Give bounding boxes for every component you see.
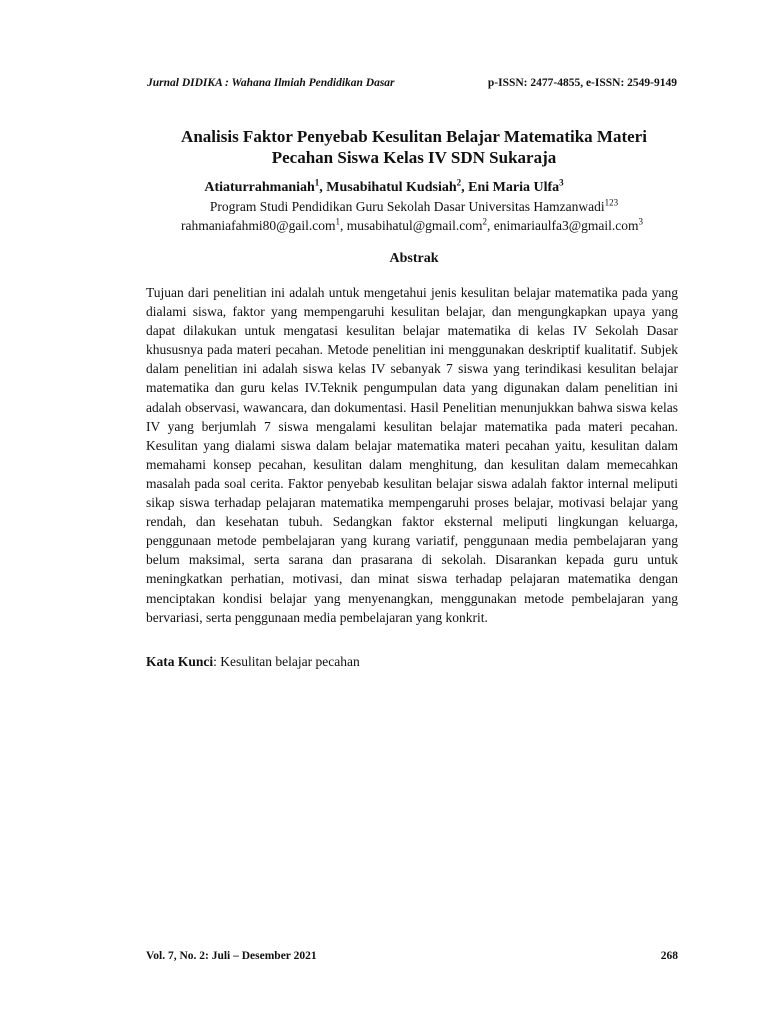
email-sep: , — [339, 218, 347, 233]
author-name: Eni Maria Ulfa — [468, 180, 560, 195]
page-number: 268 — [660, 950, 678, 962]
affiliation-text: Program Studi Pendidikan Guru Sekolah Dasar Universitas Hamzanwadi — [209, 199, 605, 214]
author-sup: 2 — [456, 177, 462, 188]
abstract-body: Tujuan dari penelitian ini adalah untuk mengetahui jenis kesulitan belajar matematika pada yang dialami siswa, faktor yang mempengaruhi kesulitan belajar, dan mengungkapkan upaya yang dapat dilakukan untuk mengatasi kesulitan belajar matematika di kelas IV Sekolah Dasar khususnya pada materi pecahan. Metode penelitian ini menggunakan deskriptif kualitatif. Subjek dalam penelitian ini adalah siswa kelas IV sebanyak 7 siswa yang terindikasi kesulitan belajar matematika dan guru kelas IV.Teknik pengumpulan data yang digunakan dalam penelitian ini adalah observasi, wawancara, dan dokumentasi. Hasil Penelitian menunjukkan bahwa siswa kelas IV yang berjumlah 7 siswa mengalami kesulitan belajar matematika pada materi pecahan. Kesulitan yang dialami siswa dalam belajar matematika materi pecahan yaitu, kesulitan dalam memahami konsep pecahan, kesulitan dalam menghitung, dan kesulitan dalam memecahkan masalah pada soal cerita. Faktor penyebab kesulitan belajar siswa adalah faktor internal meliputi sikap siswa terhadap pelajaran matematika mempengaruhi proses belajar, motivasi belajar yang rendah, dan kesehatan tubuh. Sedangkan faktor eksternal meliputi lingkungan keluarga, penggunaan metode pembelajaran yang kurang variatif, penggunaan media pembelajaran yang belum maksimal, serta sarana dan prasarana di sekolah. Disarankan kepada guru untuk meningkatkan perhatian, motivasi, dan minat siswa terhadap pelajaran matematika dengan menciptakan kondisi belajar yang menyenangkan, menggunakan metode pembelajaran yang bervariasi, serta penggunaan media pembelajaran yang konkrit. — [146, 285, 678, 625]
running-head — [147, 77, 677, 89]
author-list — [0, 177, 768, 196]
affiliation — [0, 199, 768, 215]
page-footer — [146, 950, 678, 962]
email-list — [146, 218, 678, 234]
paper-title — [110, 126, 718, 168]
author-sep: , — [461, 180, 469, 195]
email-address: rahmaniafahmi80@gail.com — [180, 218, 336, 233]
keywords-label: Kata Kunci — [146, 654, 214, 669]
author-name: Atiaturrahmaniah — [204, 180, 315, 195]
author-sup: 1 — [314, 177, 320, 188]
journal-name: Jurnal DIDIKA : Wahana Ilmiah Pendidikan Dasar — [147, 77, 395, 89]
email-sep: , — [487, 218, 494, 233]
keywords — [146, 654, 360, 670]
title-line-2: Pecahan Siswa Kelas IV SDN Sukaraja — [271, 148, 557, 167]
author-sup: 3 — [559, 177, 564, 188]
author-name: Musabihatul Kudsiah — [326, 180, 457, 195]
email-address: musabihatul@gmail.com — [346, 218, 483, 233]
email-sup: 1 — [335, 216, 340, 227]
abstract-heading: Abstrak — [389, 251, 439, 266]
volume-info: Vol. 7, No. 2: Juli – Desember 2021 — [146, 950, 317, 962]
issn: p-ISSN: 2477-4855, e-ISSN: 2549-9149 — [487, 77, 677, 89]
author-sep: , — [319, 180, 327, 195]
email-sup: 2 — [482, 216, 488, 227]
keywords-text: : Kesulitan belajar pecahan — [213, 654, 360, 669]
affiliation-sup: 123 — [604, 197, 619, 208]
email-sup: 3 — [638, 216, 644, 227]
email-address: enimariaulfa3@gmail.com — [493, 218, 639, 233]
title-line-1: Analisis Faktor Penyebab Kesulitan Belajar Matematika Materi — [181, 127, 647, 146]
